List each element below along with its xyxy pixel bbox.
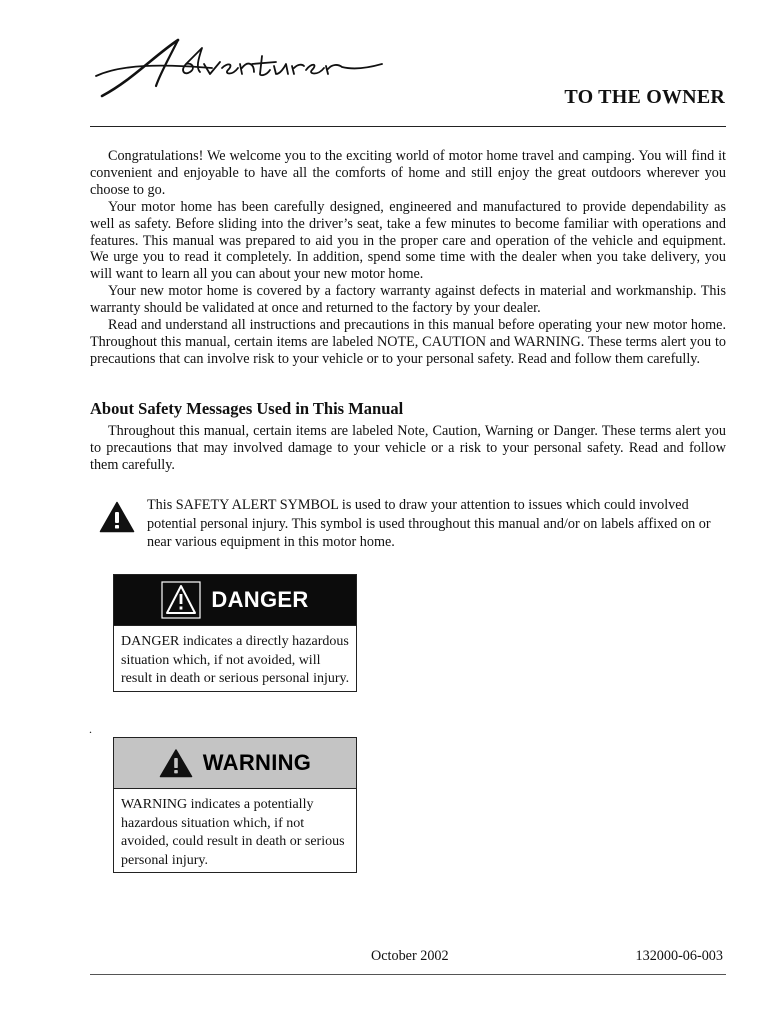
warning-triangle-icon <box>161 581 201 619</box>
section-paragraph: Throughout this manual, certain items are labeled Note, Caution, Warning or Danger. These terms alert you to precautions that may involved damage to your vehicle or a risk to your personal safety. Read and follow them carefully. <box>90 423 726 473</box>
warning-triangle-icon <box>99 501 135 533</box>
adventurer-logo <box>92 34 384 100</box>
header-rule <box>90 126 726 127</box>
danger-header <box>114 575 356 626</box>
section-body <box>90 423 726 474</box>
intro-paragraph: Your new motor home is covered by a factory warranty against defects in material and workmanship. This warranty should be validated at once and returned to the factory by your dealer. <box>90 283 726 317</box>
intro-paragraph: Your motor home has been carefully designed, engineered and manufactured to provide dependability as well as safety. Before sliding into the driver’s seat, take a few minutes to become familiar with operations and features. This manual was prepared to aid you in the proper care and operation of the vehicle and equipment. We urge you to read it completely. In addition, spend some time with the dealer when you take delivery, you will want to learn all you can about your new motor home. <box>90 198 726 283</box>
intro-paragraph: Read and understand all instructions and precautions in this manual before operating your new motor home. Throughout this manual, certain items are labeled NOTE, CAUTION and WARNING. These terms alert you to precautions that can involve risk to your vehicle or to your personal safety. Read and follow them carefully. <box>90 317 726 367</box>
alert-symbol-description: This SAFETY ALERT SYMBOL is used to draw your attention to issues which could involved potential personal injury. This symbol is used throughout this manual and/or on labels affixed on or near various equipment in this motor home. <box>147 497 711 550</box>
warning-description: WARNING indicates a potentially hazardous situation which, if not avoided, could result in death or serious personal injury. <box>121 797 345 868</box>
stray-mark: . <box>89 722 92 736</box>
footer-date: October 2002 <box>371 948 449 964</box>
danger-label: DANGER <box>211 587 309 612</box>
warning-triangle-icon <box>159 748 193 778</box>
footer-rule <box>90 974 726 975</box>
danger-description: DANGER indicates a directly hazardous situation which, if not avoided, will result in death or serious personal injury. <box>121 634 350 686</box>
warning-box <box>113 737 357 873</box>
warning-header <box>114 738 356 789</box>
footer-doc-number: 132000-06-003 <box>635 948 723 964</box>
section-heading: About Safety Messages Used in This Manual <box>90 399 404 418</box>
intro-paragraph: Congratulations! We welcome you to the exciting world of motor home travel and camping. You will find it convenient and enjoyable to have all the comforts of home and still enjoy the great outdoors wherever you choose to go. <box>90 148 726 198</box>
intro-text <box>90 148 726 368</box>
danger-box <box>113 574 357 692</box>
page-title: TO THE OWNER <box>564 86 725 108</box>
warning-label: WARNING <box>202 750 312 775</box>
